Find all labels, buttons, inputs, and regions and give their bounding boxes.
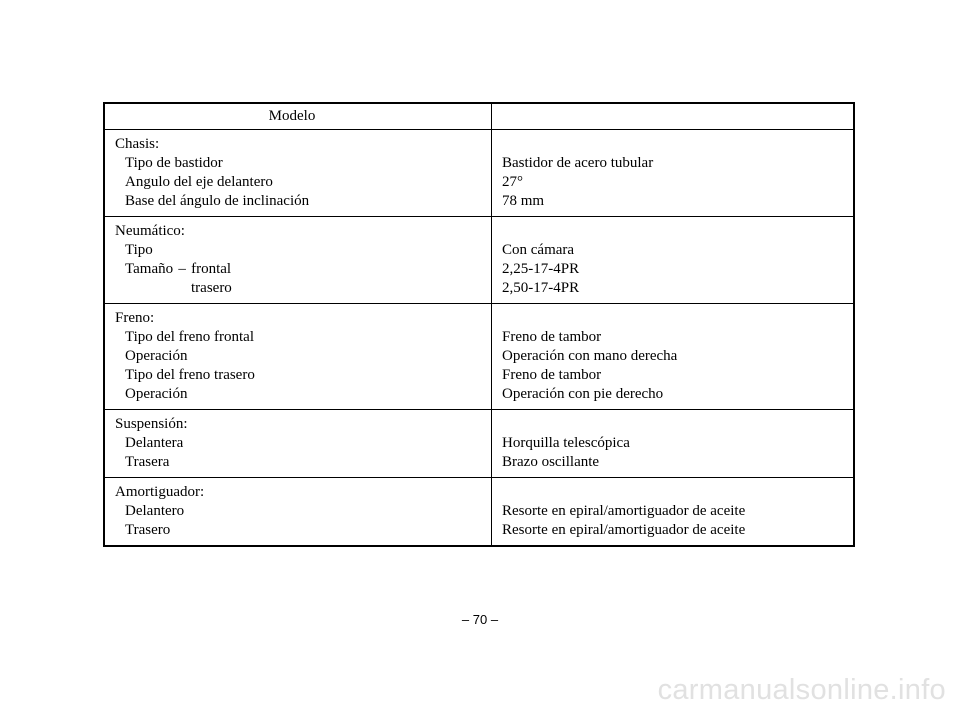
row-value: Brazo oscillante — [502, 454, 600, 470]
row-label: Tipo del freno trasero — [125, 367, 255, 383]
row-value: Freno de tambor — [502, 329, 602, 345]
row-value: Freno de tambor — [502, 367, 602, 383]
row-label: Trasera — [125, 454, 170, 470]
row-label: Trasero — [125, 522, 171, 538]
header-value-cell — [492, 103, 855, 130]
section-title-amortiguador: Amortiguador: — [115, 484, 205, 500]
row-label: Angulo del eje delantero — [125, 174, 273, 190]
row-value: 78 mm — [502, 193, 545, 209]
row-value: Operación con mano derecha — [502, 348, 678, 364]
model-label: Modelo — [268, 108, 316, 124]
page-number: – 70 – — [461, 612, 499, 627]
row-label: Tipo del freno frontal — [125, 329, 255, 345]
section-freno — [104, 304, 854, 410]
row-label: Tipo de bastidor — [125, 155, 223, 171]
row-label: Delantero — [125, 503, 185, 519]
section-title-suspension: Suspensión: — [115, 416, 188, 432]
row-value: 2,50-17-4PR — [502, 280, 580, 296]
section-neumatico — [104, 217, 854, 304]
table-header-row — [104, 103, 854, 130]
row-value: 27° — [502, 174, 523, 190]
row-value: Bastidor de acero tubular — [502, 155, 654, 171]
row-value: 2,25-17-4PR — [502, 261, 580, 277]
row-label: Delantera — [125, 435, 184, 451]
section-title-neumatico: Neumático: — [115, 223, 185, 239]
section-title-freno: Freno: — [115, 310, 155, 326]
row-value: Resorte en epiral/amortiguador de aceite — [502, 503, 746, 519]
tamano-label: Tamaño — [125, 261, 174, 277]
row-value: Operación con pie derecho — [502, 386, 664, 402]
header-model-cell — [104, 103, 492, 130]
row-label: frontal — [191, 261, 232, 277]
section-chasis — [104, 130, 854, 217]
section-title-chasis: Chasis: — [115, 136, 160, 152]
watermark: carmanualsonline.info — [657, 674, 946, 706]
row-value: Resorte en epiral/amortiguador de aceite — [502, 522, 746, 538]
section-amortiguador — [104, 478, 854, 547]
row-label: Base del ángulo de inclinación — [125, 193, 310, 209]
row-label: Operación — [125, 348, 188, 364]
tamano-separator: – — [178, 261, 186, 277]
row-label: Operación — [125, 386, 188, 402]
row-label: trasero — [191, 280, 232, 296]
spec-table — [103, 102, 855, 547]
row-value: Horquilla telescópica — [502, 435, 630, 451]
tamano-row — [115, 260, 491, 279]
row-value: Con cámara — [502, 242, 575, 258]
row-label: Tipo — [125, 242, 153, 258]
section-suspension — [104, 410, 854, 478]
